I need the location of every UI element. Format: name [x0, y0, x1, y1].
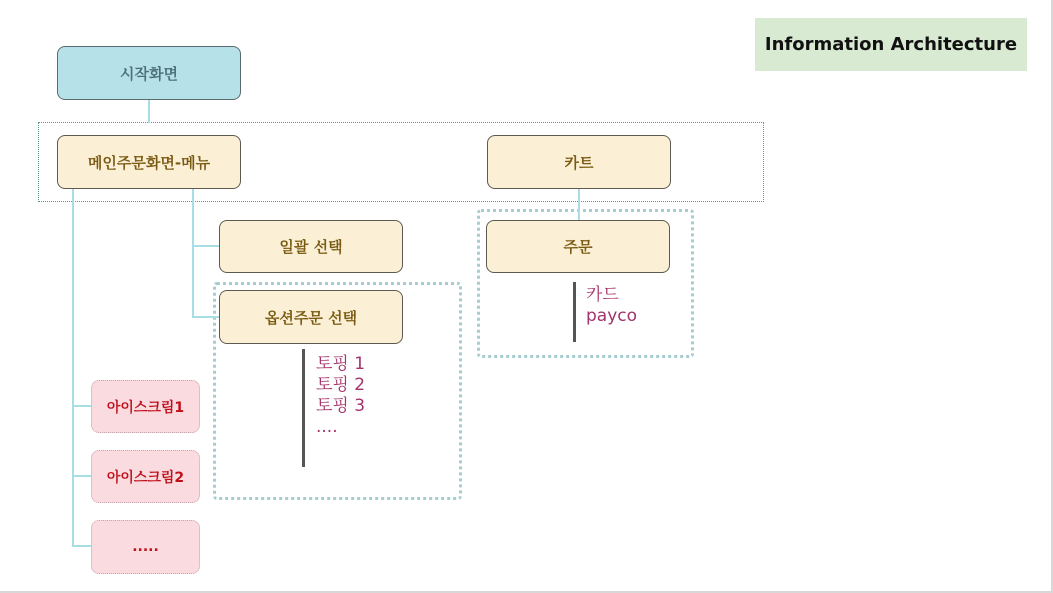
connector-main-trunk-right	[192, 188, 194, 318]
toppings-bar	[302, 349, 305, 467]
connector-option	[192, 316, 220, 318]
payment-item: 카드	[586, 285, 619, 305]
topping-item: 토핑 1	[316, 354, 366, 374]
main-order-menu-node[interactable]: 메인주문화면-메뉴	[57, 135, 241, 189]
connector-main-trunk-left	[72, 188, 74, 547]
more-icecream-node[interactable]: .....	[91, 520, 200, 574]
payments-bar	[573, 282, 576, 342]
connector-cart-order	[578, 188, 580, 220]
connector-bulk	[192, 245, 220, 247]
order-node[interactable]: 주문	[486, 220, 670, 273]
payment-item: payco	[586, 306, 638, 326]
cart-node[interactable]: 카트	[487, 135, 671, 189]
connector-start-main	[148, 99, 150, 123]
option-order-node[interactable]: 옵션주문 선택	[219, 290, 403, 344]
connector-ice2	[72, 475, 92, 477]
icecream2-node[interactable]: 아이스크림2	[91, 450, 200, 503]
topping-item: ....	[316, 417, 338, 437]
toppings-list	[316, 354, 365, 438]
connector-more	[72, 545, 92, 547]
diagram-title: Information Architecture	[755, 18, 1027, 71]
topping-item: 토핑 2	[316, 375, 366, 395]
topping-item: 토핑 3	[316, 396, 366, 416]
icecream1-node[interactable]: 아이스크림1	[91, 380, 200, 433]
payments-list	[586, 285, 637, 327]
start-screen-node[interactable]: 시작화면	[57, 46, 241, 100]
connector-ice1	[72, 405, 92, 407]
bulk-select-node[interactable]: 일괄 선택	[219, 220, 403, 273]
